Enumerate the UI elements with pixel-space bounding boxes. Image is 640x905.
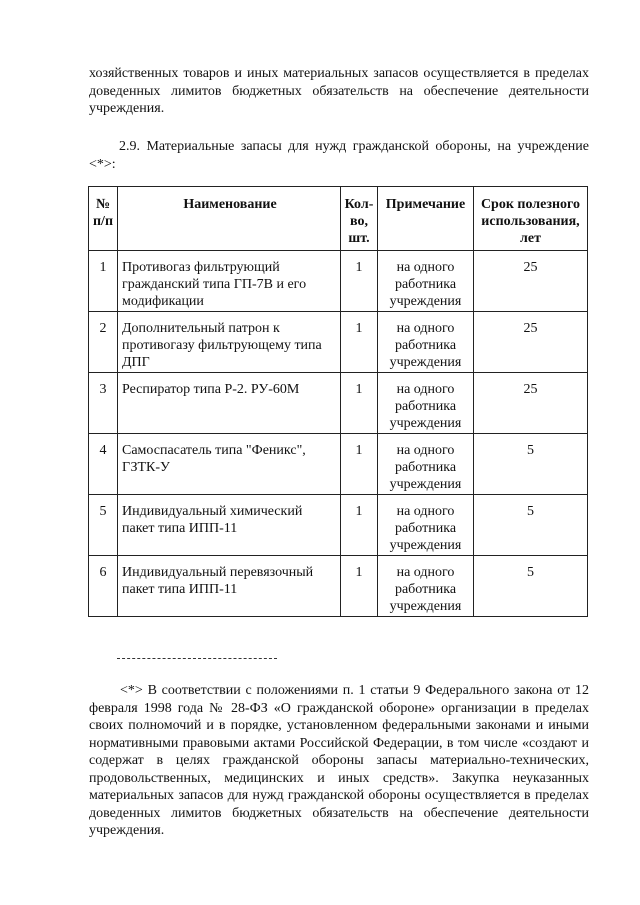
cell-quantity: 1 <box>341 434 378 495</box>
table-row <box>89 312 588 373</box>
cell-name: Индивидуальный химический пакет типа ИПП-11 <box>118 495 341 556</box>
cell-note: на одного работника учреждения <box>378 556 474 617</box>
section-heading: 2.9. Материальные запасы для нужд гражданской обороны, на учреждение <*>: <box>89 139 589 172</box>
table-row <box>89 373 588 434</box>
header-note: Примечание <box>378 187 474 251</box>
cell-quantity: 1 <box>341 312 378 373</box>
cell-note: на одного работника учреждения <box>378 312 474 373</box>
cell-number: 1 <box>89 251 118 312</box>
cell-quantity: 1 <box>341 373 378 434</box>
footnote-paragraph: <*> В соответствии с положениями п. 1 статьи 9 Федерального закона от 12 февраля 1998 года № 28-ФЗ «О гражданской обороне» организации в пределах своих полномочий и в порядке, установленном федеральными законами и иными нормативными правовыми актами Российской Федерации, в том числе «создают и содержат в целях гражданской обороны запасы материально-технических, продовольственных, медицинских и иных средств». Закупка неуказанных материальных запасов для нужд гражданской обороны осуществляется в пределах доведенных лимитов бюджетных обязательств на обеспечение деятельности учреждения. <box>89 683 589 838</box>
cell-name: Противогаз фильтрующий гражданский типа ГП-7В и его модификации <box>118 251 341 312</box>
cell-number: 5 <box>89 495 118 556</box>
table-header-row <box>89 187 588 251</box>
cell-name: Респиратор типа Р-2. РУ-60М <box>118 373 341 434</box>
cell-quantity: 1 <box>341 556 378 617</box>
header-number: № п/п <box>89 187 118 251</box>
header-name: Наименование <box>118 187 341 251</box>
cell-note: на одного работника учреждения <box>378 495 474 556</box>
cell-quantity: 1 <box>341 495 378 556</box>
intro-paragraph: хозяйственных товаров и иных материальных запасов осуществляется в пределах доведенных лимитов бюджетных обязательств на обеспечение деятельности учреждения. <box>89 66 589 116</box>
reserves-table <box>88 186 588 617</box>
cell-useful-life: 5 <box>474 556 588 617</box>
cell-name: Индивидуальный перевязочный пакет типа ИПП-11 <box>118 556 341 617</box>
cell-name: Дополнительный патрон к противогазу фильтрующему типа ДПГ <box>118 312 341 373</box>
table-row <box>89 434 588 495</box>
cell-useful-life: 25 <box>474 251 588 312</box>
cell-number: 6 <box>89 556 118 617</box>
cell-useful-life: 5 <box>474 495 588 556</box>
cell-number: 3 <box>89 373 118 434</box>
cell-note: на одного работника учреждения <box>378 251 474 312</box>
header-quantity: Кол-во, шт. <box>341 187 378 251</box>
table-row <box>89 251 588 312</box>
cell-useful-life: 5 <box>474 434 588 495</box>
table-row <box>89 495 588 556</box>
cell-note: на одного работника учреждения <box>378 373 474 434</box>
cell-useful-life: 25 <box>474 373 588 434</box>
cell-number: 2 <box>89 312 118 373</box>
cell-note: на одного работника учреждения <box>378 434 474 495</box>
header-useful-life: Срок полезного использования, лет <box>474 187 588 251</box>
cell-number: 4 <box>89 434 118 495</box>
cell-name: Самоспасатель типа "Феникс", ГЗТК-У <box>118 434 341 495</box>
cell-useful-life: 25 <box>474 312 588 373</box>
table-row <box>89 556 588 617</box>
cell-quantity: 1 <box>341 251 378 312</box>
footnote-divider <box>117 658 277 659</box>
